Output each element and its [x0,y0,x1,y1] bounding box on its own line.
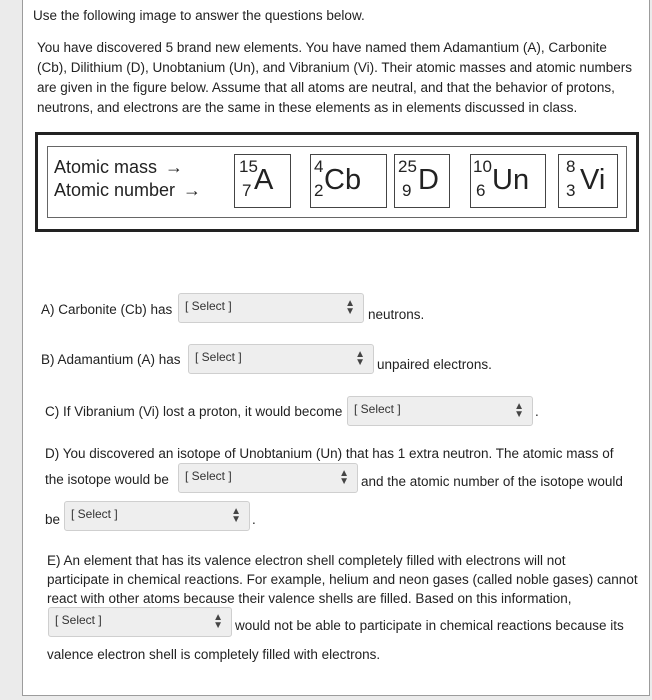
element-mass: 25 [398,157,417,176]
instruction-text: Use the following image to answer the questions below. [33,8,365,23]
right-arrow-icon: → [165,157,184,177]
select-placeholder: [ Select ] [71,507,118,521]
question-c-select[interactable] [347,396,533,426]
up-down-chevron-icon: ▲ ▼ [355,349,365,368]
up-down-chevron-icon: ▲ ▼ [213,612,223,631]
select-placeholder: [ Select ] [185,469,232,483]
question-d-line-2-prefix: the isotope would be [45,472,169,487]
intro-line-1: You have discovered 5 brand new elements. You have named them Adamantium (A), Carbonite [37,40,607,55]
legend-atomic-number-label: Atomic number [54,180,176,200]
question-a-suffix: neutrons. [368,307,425,322]
element-number: 2 [314,181,324,200]
element-symbol: Cb [324,164,362,196]
up-down-chevron-icon: ▲ ▼ [345,298,355,317]
question-a-select[interactable] [178,293,364,323]
right-arrow-icon: → [183,180,202,200]
question-d-mass-select[interactable] [178,463,358,493]
element-symbol: Un [492,164,530,196]
question-d-number-select[interactable] [64,501,250,531]
question-d-line-3-suffix: . [252,512,256,527]
question-card [22,0,650,696]
element-mass: 10 [473,157,492,176]
question-e-line-2: participate in chemical reactions. For example, helium and neon gases (called noble gases) cannot [47,572,638,587]
element-mass: 4 [314,157,324,176]
element-box-vibranium [558,154,618,208]
question-d-line-1: D) You discovered an isotope of Unobtanium (Un) that has 1 extra neutron. The atomic mass of [45,446,614,461]
intro-line-4: neutrons, and electrons are the same in these elements as in elements discussed in class. [37,100,578,115]
select-placeholder: [ Select ] [354,402,401,416]
intro-line-3: are given in the figure below. Assume that all atoms are neutral, and that the behavior of protons, [37,80,615,95]
element-symbol: A [254,164,274,196]
question-e-select[interactable] [48,607,232,637]
question-b-prefix: B) Adamantium (A) has [41,352,181,367]
question-e-line-3: react with other atoms because their valence shells are filled. Based on this information, [47,591,572,606]
element-box-unobtanium [470,154,546,208]
up-down-chevron-icon: ▲ ▼ [339,468,349,487]
legend-atomic-number [54,180,201,201]
up-down-chevron-icon: ▲ ▼ [514,401,524,420]
question-e-line-1: E) An element that has its valence electron shell completely filled with electrons will not [47,553,566,568]
element-box-dilithium [394,154,450,208]
element-number: 9 [402,181,412,200]
element-box-carbonite [310,154,387,208]
element-symbol: Vi [580,164,606,196]
question-e-line-5: valence electron shell is completely filled with electrons. [47,647,381,662]
element-box-adamantium [234,154,291,208]
question-e-line-4-suffix: would not be able to participate in chemical reactions because its [235,618,624,633]
element-number: 3 [566,181,576,200]
question-b-select[interactable] [188,344,374,374]
element-mass: 8 [566,157,576,176]
element-number: 7 [242,181,252,200]
legend-atomic-mass-label: Atomic mass [54,157,158,177]
select-placeholder: [ Select ] [55,613,102,627]
element-symbol: D [418,164,439,196]
question-d-line-2-suffix: and the atomic number of the isotope would [361,474,623,489]
question-c-prefix: C) If Vibranium (Vi) lost a proton, it would become [45,404,343,419]
up-down-chevron-icon: ▲ ▼ [231,506,241,525]
intro-line-2: (Cb), Dilithium (D), Unobtanium (Un), and Vibranium (Vi). Their atomic masses and atomic numbers [37,60,632,75]
question-b-suffix: unpaired electrons. [377,357,492,372]
element-figure [35,132,639,232]
question-c-suffix: . [535,404,539,419]
question-d-line-3-prefix: be [45,512,61,527]
question-a-prefix: A) Carbonite (Cb) has [41,302,173,317]
select-placeholder: [ Select ] [195,350,242,364]
element-number: 6 [476,181,486,200]
legend-atomic-mass [54,157,183,178]
element-mass: 15 [239,157,258,176]
select-placeholder: [ Select ] [185,299,232,313]
element-figure-panel [47,146,627,218]
